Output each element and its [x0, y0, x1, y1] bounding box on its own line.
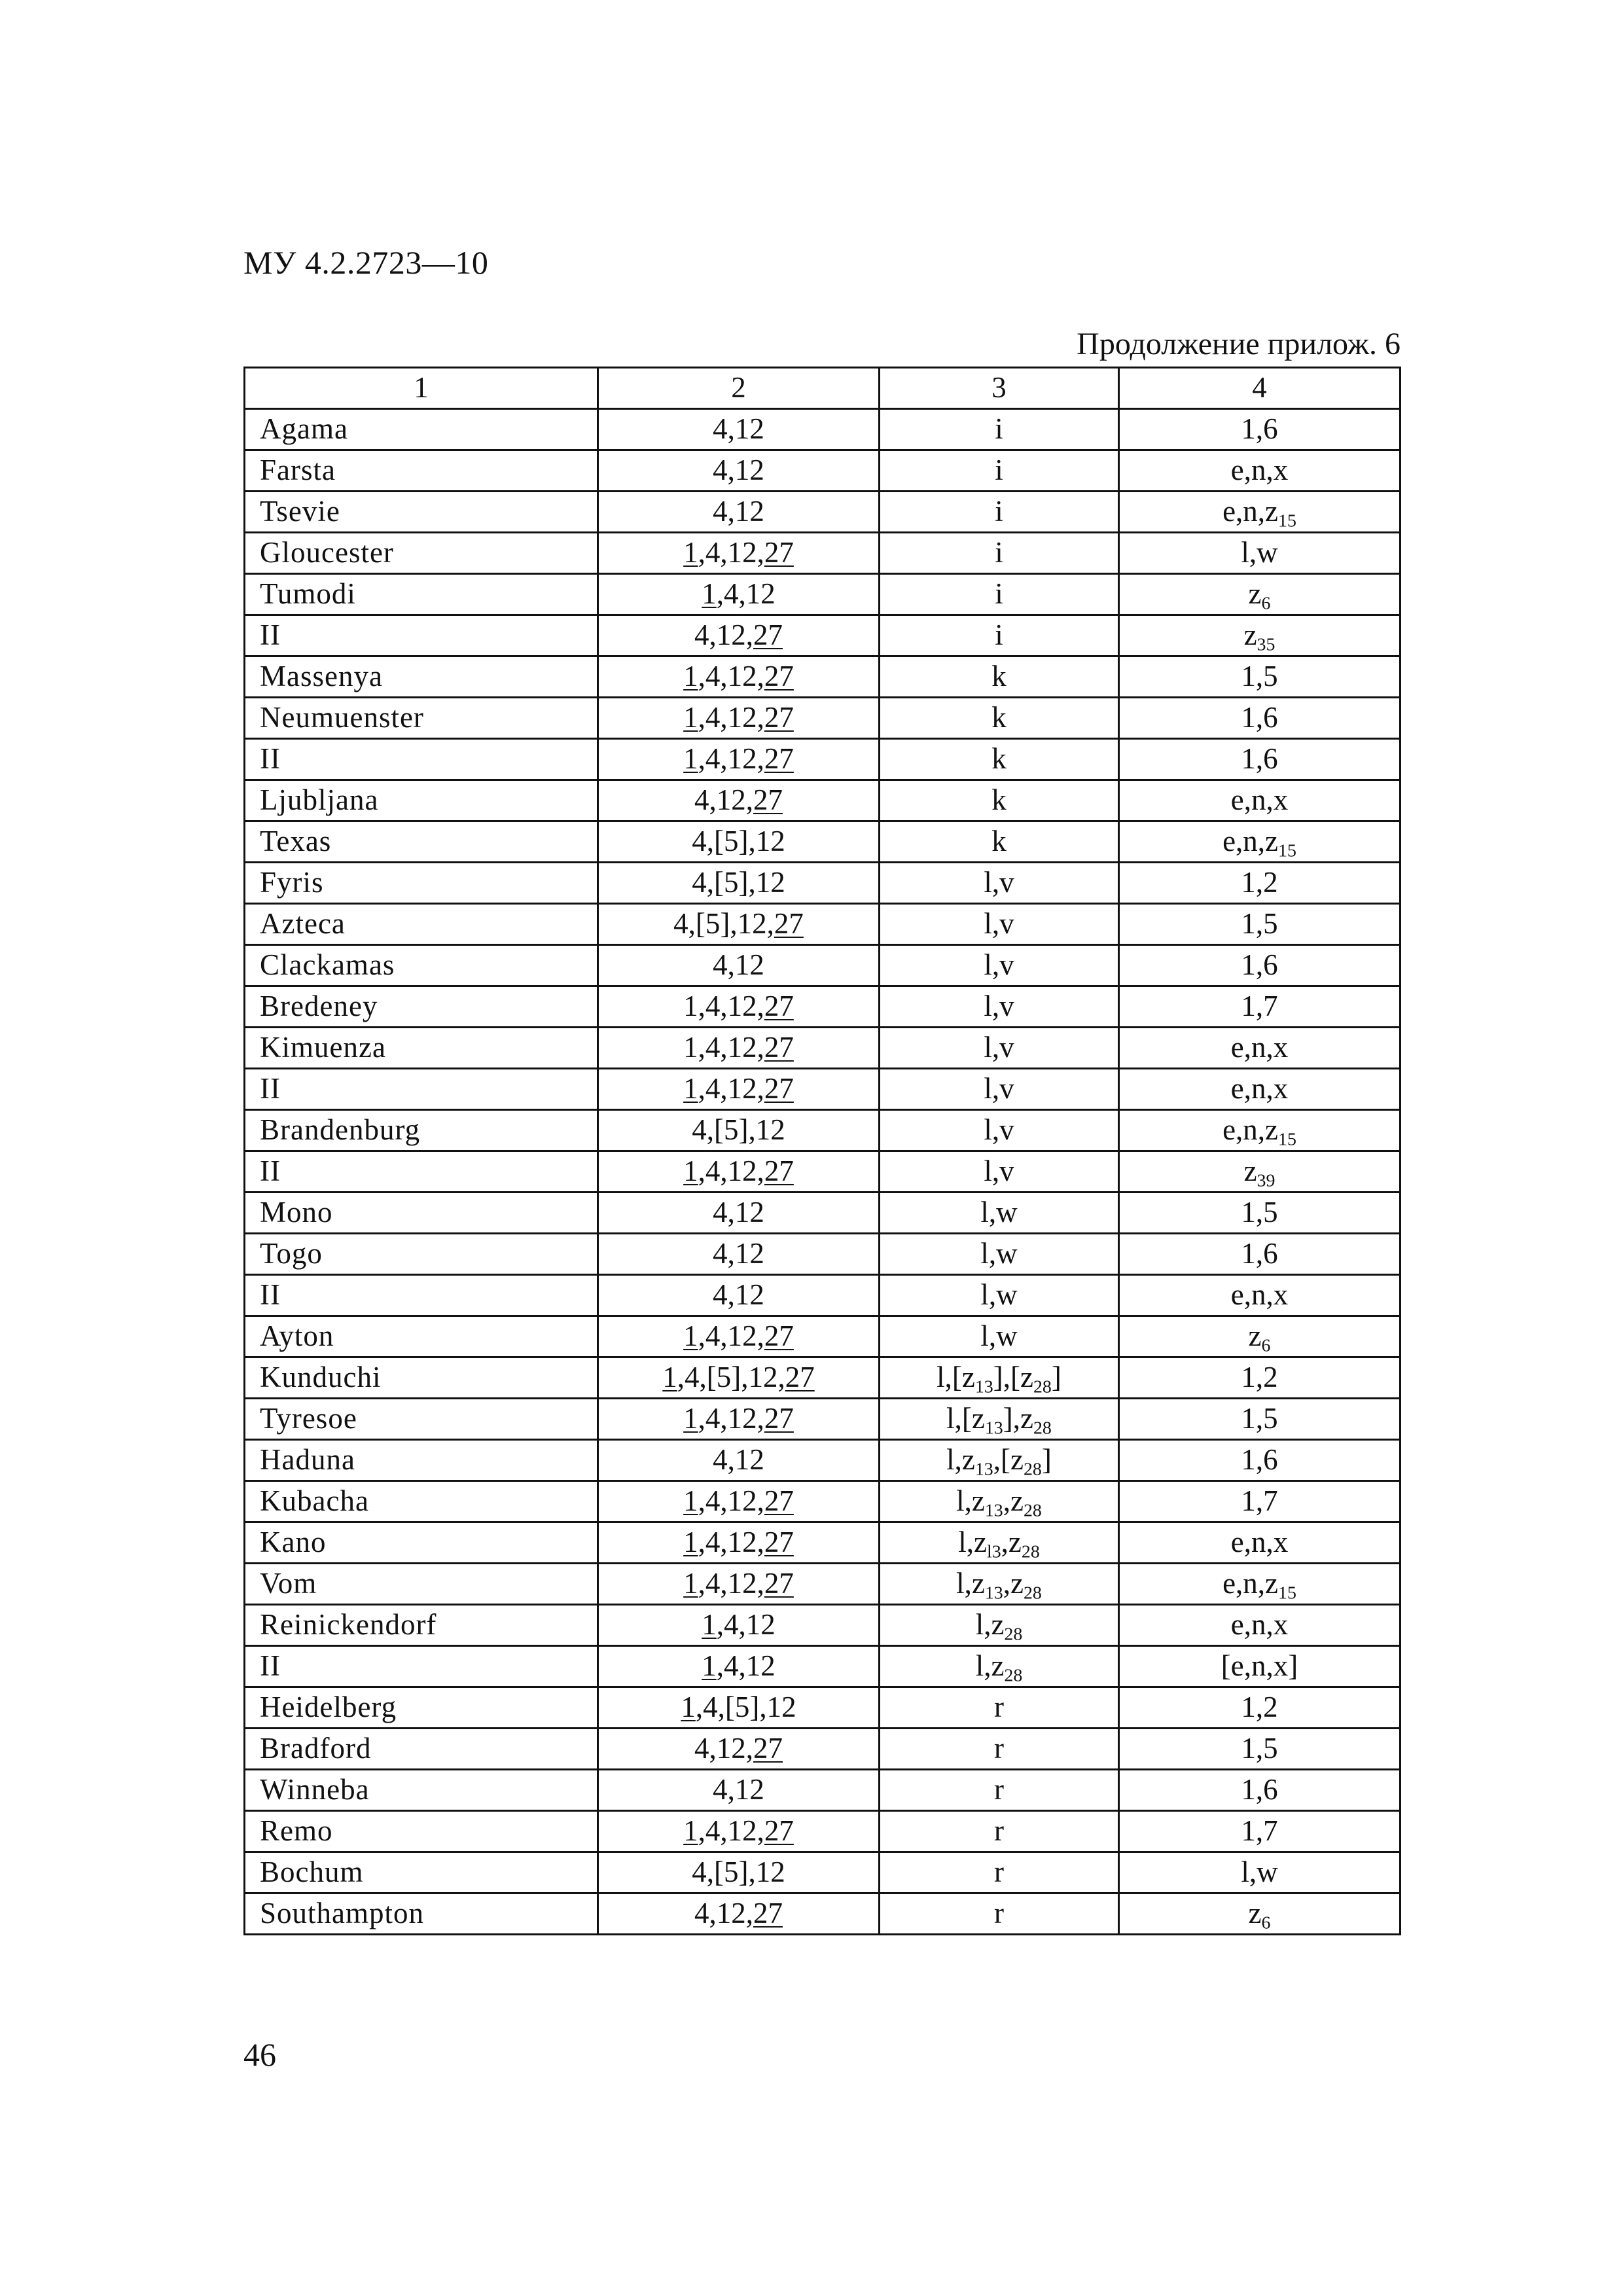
h-phase1-cell: $l,[z_{13}],[z_{28}]$	[880, 1357, 1119, 1399]
h-phase2-cell: 1,5	[1119, 904, 1400, 945]
table-row	[245, 1069, 1400, 1110]
column-header-4: 4	[1119, 368, 1400, 409]
h-phase2-cell: 1,2	[1119, 1687, 1400, 1729]
o-antigen-cell: 1,4,12	[598, 1605, 880, 1646]
serotype-name-cell: Gloucester	[245, 533, 598, 574]
serotype-name-cell: II	[245, 1275, 598, 1316]
h-phase1-cell: k	[880, 739, 1119, 780]
h-phase2-cell: $z_6$	[1119, 1893, 1400, 1935]
serotype-name-cell: Heidelberg	[245, 1687, 598, 1729]
serotype-name-cell: II	[245, 739, 598, 780]
serotype-name-cell: II	[245, 615, 598, 656]
h-phase1-cell: r	[880, 1729, 1119, 1770]
serotype-name-cell: II	[245, 1151, 598, 1193]
h-phase2-cell: 1,7	[1119, 986, 1400, 1028]
o-antigen-cell: 1,4,[5],12	[598, 1687, 880, 1729]
h-phase1-cell: k	[880, 698, 1119, 739]
o-antigen-cell: 1,4,12,27	[598, 1028, 880, 1069]
h-phase2-cell: 1,5	[1119, 656, 1400, 698]
o-antigen-cell: 1,4,12,27	[598, 533, 880, 574]
serotype-name-cell: Clackamas	[245, 945, 598, 986]
h-phase1-cell: i	[880, 492, 1119, 533]
o-antigen-cell: 4,12	[598, 945, 880, 986]
column-header-3: 3	[880, 368, 1119, 409]
o-antigen-cell: 1,4,12,27	[598, 1399, 880, 1440]
h-phase2-cell: 1,6	[1119, 945, 1400, 986]
h-phase1-cell: k	[880, 780, 1119, 821]
h-phase2-cell: $e,n,z_{15}$	[1119, 1564, 1400, 1605]
h-phase1-cell: k	[880, 821, 1119, 863]
h-phase1-cell: l,v	[880, 1110, 1119, 1151]
serotype-name-cell: Texas	[245, 821, 598, 863]
o-antigen-cell: 4,12,27	[598, 615, 880, 656]
o-antigen-cell: 4,[5],12,27	[598, 904, 880, 945]
table-row	[245, 1564, 1400, 1605]
h-phase2-cell: 1,6	[1119, 698, 1400, 739]
h-phase2-cell: e,n,x	[1119, 780, 1400, 821]
column-header-1: 1	[245, 368, 598, 409]
h-phase1-cell: l,w	[880, 1316, 1119, 1357]
serotype-name-cell: Ljubljana	[245, 780, 598, 821]
o-antigen-cell: 1,4,12,27	[598, 986, 880, 1028]
table-row	[245, 1275, 1400, 1316]
o-antigen-cell: 1,4,12	[598, 574, 880, 615]
table-row	[245, 1605, 1400, 1646]
o-antigen-cell: 1,4,12,27	[598, 1522, 880, 1564]
document-code: МУ 4.2.2723—10	[243, 244, 489, 281]
h-phase2-cell: 1,6	[1119, 739, 1400, 780]
table-row	[245, 945, 1400, 986]
h-phase1-cell: r	[880, 1852, 1119, 1893]
o-antigen-cell: 1,4,12,27	[598, 1069, 880, 1110]
h-phase2-cell: 1,7	[1119, 1811, 1400, 1852]
table-row	[245, 533, 1400, 574]
o-antigen-cell: 1,4,12,27	[598, 1481, 880, 1522]
h-phase2-cell: e,n,x	[1119, 1275, 1400, 1316]
h-phase1-cell: $l,z_{13},z_{28}$	[880, 1481, 1119, 1522]
table-row	[245, 698, 1400, 739]
serotype-name-cell: Ayton	[245, 1316, 598, 1357]
serotype-name-cell: Brandenburg	[245, 1110, 598, 1151]
o-antigen-cell: 1,4,12,27	[598, 1151, 880, 1193]
table-row	[245, 615, 1400, 656]
serotype-name-cell: Fyris	[245, 863, 598, 904]
table-row	[245, 1357, 1400, 1399]
table-row	[245, 1770, 1400, 1811]
h-phase1-cell: $l,z_{28}$	[880, 1605, 1119, 1646]
h-phase2-cell: $z_6$	[1119, 1316, 1400, 1357]
table-body	[245, 409, 1400, 1935]
h-phase1-cell: l,v	[880, 904, 1119, 945]
serotype-name-cell: Massenya	[245, 656, 598, 698]
o-antigen-cell: 1,4,12,27	[598, 1564, 880, 1605]
h-phase2-cell: 1,6	[1119, 1234, 1400, 1275]
serotype-name-cell: Remo	[245, 1811, 598, 1852]
table-row	[245, 1193, 1400, 1234]
serotype-name-cell: Southampton	[245, 1893, 598, 1935]
serotype-name-cell: Bradford	[245, 1729, 598, 1770]
h-phase2-cell: 1,5	[1119, 1399, 1400, 1440]
h-phase2-cell: 1,6	[1119, 1770, 1400, 1811]
continuation-label: Продолжение прилож. 6	[1077, 327, 1400, 361]
table-header-row	[245, 368, 1400, 409]
o-antigen-cell: 4,[5],12	[598, 821, 880, 863]
table-row	[245, 1316, 1400, 1357]
table-row	[245, 821, 1400, 863]
h-phase1-cell: $l,z_{13},z_{28}$	[880, 1564, 1119, 1605]
table-row	[245, 1399, 1400, 1440]
h-phase2-cell: $e,n,z_{15}$	[1119, 1110, 1400, 1151]
o-antigen-cell: 4,[5],12	[598, 1110, 880, 1151]
serotype-name-cell: Kunduchi	[245, 1357, 598, 1399]
h-phase2-cell: e,n,x	[1119, 1028, 1400, 1069]
o-antigen-cell: 4,12	[598, 450, 880, 492]
table-row	[245, 904, 1400, 945]
h-phase1-cell: k	[880, 656, 1119, 698]
h-phase2-cell: $z_{35}$	[1119, 615, 1400, 656]
o-antigen-cell: 1,4,12,27	[598, 1811, 880, 1852]
h-phase1-cell: l,w	[880, 1275, 1119, 1316]
h-phase2-cell: 1,5	[1119, 1729, 1400, 1770]
table-row	[245, 450, 1400, 492]
h-phase1-cell: l,w	[880, 1234, 1119, 1275]
o-antigen-cell: 1,4,12,27	[598, 739, 880, 780]
table-row	[245, 1852, 1400, 1893]
h-phase1-cell: l,w	[880, 1193, 1119, 1234]
h-phase1-cell: i	[880, 574, 1119, 615]
serotype-name-cell: Kimuenza	[245, 1028, 598, 1069]
o-antigen-cell: 1,4,[5],12,27	[598, 1357, 880, 1399]
table-row	[245, 1646, 1400, 1687]
h-phase1-cell: $l,z_{13},[z_{28}]$	[880, 1440, 1119, 1481]
table-row	[245, 1440, 1400, 1481]
serotype-name-cell: Bredeney	[245, 986, 598, 1028]
h-phase2-cell: $e,n,z_{15}$	[1119, 492, 1400, 533]
table-row	[245, 1893, 1400, 1935]
h-phase1-cell: i	[880, 450, 1119, 492]
serotype-name-cell: Farsta	[245, 450, 598, 492]
o-antigen-cell: 1,4,12,27	[598, 1316, 880, 1357]
table-row	[245, 986, 1400, 1028]
table-row	[245, 1481, 1400, 1522]
table-row	[245, 1028, 1400, 1069]
h-phase1-cell: l,v	[880, 945, 1119, 986]
o-antigen-cell: 4,[5],12	[598, 863, 880, 904]
o-antigen-cell: 1,4,12,27	[598, 656, 880, 698]
table-row	[245, 1234, 1400, 1275]
h-phase1-cell: l,v	[880, 863, 1119, 904]
h-phase1-cell: i	[880, 615, 1119, 656]
h-phase2-cell: e,n,x	[1119, 450, 1400, 492]
o-antigen-cell: 4,12,27	[598, 1729, 880, 1770]
h-phase1-cell: l,v	[880, 1028, 1119, 1069]
table-row	[245, 1687, 1400, 1729]
h-phase2-cell: $e,n,z_{15}$	[1119, 821, 1400, 863]
serotype-table	[243, 367, 1401, 1935]
o-antigen-cell: 4,[5],12	[598, 1852, 880, 1893]
table-row	[245, 1811, 1400, 1852]
o-antigen-cell: 4,12	[598, 1440, 880, 1481]
o-antigen-cell: 4,12	[598, 1234, 880, 1275]
h-phase2-cell: 1,6	[1119, 1440, 1400, 1481]
o-antigen-cell: 4,12	[598, 1193, 880, 1234]
h-phase2-cell: e,n,x	[1119, 1522, 1400, 1564]
o-antigen-cell: 4,12,27	[598, 780, 880, 821]
h-phase1-cell: r	[880, 1893, 1119, 1935]
serotype-name-cell: Kano	[245, 1522, 598, 1564]
h-phase1-cell: $l,[z_{13}],z_{28}$	[880, 1399, 1119, 1440]
serotype-name-cell: Tumodi	[245, 574, 598, 615]
table-row	[245, 574, 1400, 615]
h-phase1-cell: r	[880, 1811, 1119, 1852]
serotype-name-cell: Mono	[245, 1193, 598, 1234]
h-phase2-cell: 1,2	[1119, 1357, 1400, 1399]
table-row	[245, 863, 1400, 904]
h-phase1-cell: i	[880, 533, 1119, 574]
serotype-name-cell: Kubacha	[245, 1481, 598, 1522]
table-row	[245, 656, 1400, 698]
table-row	[245, 739, 1400, 780]
o-antigen-cell: 1,4,12,27	[598, 698, 880, 739]
serotype-name-cell: Winneba	[245, 1770, 598, 1811]
o-antigen-cell: 4,12	[598, 492, 880, 533]
h-phase1-cell: l,v	[880, 1151, 1119, 1193]
h-phase1-cell: l,v	[880, 1069, 1119, 1110]
serotype-name-cell: Tsevie	[245, 492, 598, 533]
table-row	[245, 1110, 1400, 1151]
serotype-name-cell: Azteca	[245, 904, 598, 945]
h-phase2-cell: 1,5	[1119, 1193, 1400, 1234]
h-phase1-cell: i	[880, 409, 1119, 450]
serotype-name-cell: II	[245, 1069, 598, 1110]
serotype-name-cell: Reinickendorf	[245, 1605, 598, 1646]
h-phase1-cell: r	[880, 1770, 1119, 1811]
h-phase2-cell: $z_6$	[1119, 574, 1400, 615]
h-phase2-cell: 1,6	[1119, 409, 1400, 450]
h-phase2-cell: $z_{39}$	[1119, 1151, 1400, 1193]
table-row	[245, 1729, 1400, 1770]
h-phase2-cell: e,n,x	[1119, 1069, 1400, 1110]
h-phase2-cell: 1,2	[1119, 863, 1400, 904]
serotype-name-cell: Vom	[245, 1564, 598, 1605]
o-antigen-cell: 4,12	[598, 1275, 880, 1316]
table-row	[245, 1151, 1400, 1193]
h-phase1-cell: l,v	[880, 986, 1119, 1028]
h-phase1-cell: $l,z_{l3},z_{28}$	[880, 1522, 1119, 1564]
table-row	[245, 780, 1400, 821]
serotype-name-cell: Agama	[245, 409, 598, 450]
h-phase2-cell: 1,7	[1119, 1481, 1400, 1522]
o-antigen-cell: 4,12	[598, 1770, 880, 1811]
o-antigen-cell: 4,12,27	[598, 1893, 880, 1935]
table-row	[245, 409, 1400, 450]
serotype-name-cell: II	[245, 1646, 598, 1687]
serotype-name-cell: Togo	[245, 1234, 598, 1275]
serotype-name-cell: Haduna	[245, 1440, 598, 1481]
column-header-2: 2	[598, 368, 880, 409]
serotype-name-cell: Tyresoe	[245, 1399, 598, 1440]
h-phase2-cell: e,n,x	[1119, 1605, 1400, 1646]
h-phase1-cell: r	[880, 1687, 1119, 1729]
table-row	[245, 1522, 1400, 1564]
h-phase1-cell: $l,z_{28}$	[880, 1646, 1119, 1687]
h-phase2-cell: l,w	[1119, 1852, 1400, 1893]
page-number: 46	[243, 2036, 276, 2073]
o-antigen-cell: 1,4,12	[598, 1646, 880, 1687]
h-phase2-cell: [e,n,x]	[1119, 1646, 1400, 1687]
h-phase2-cell: l,w	[1119, 533, 1400, 574]
o-antigen-cell: 4,12	[598, 409, 880, 450]
serotype-name-cell: Neumuenster	[245, 698, 598, 739]
serotype-name-cell: Bochum	[245, 1852, 598, 1893]
table-row	[245, 492, 1400, 533]
